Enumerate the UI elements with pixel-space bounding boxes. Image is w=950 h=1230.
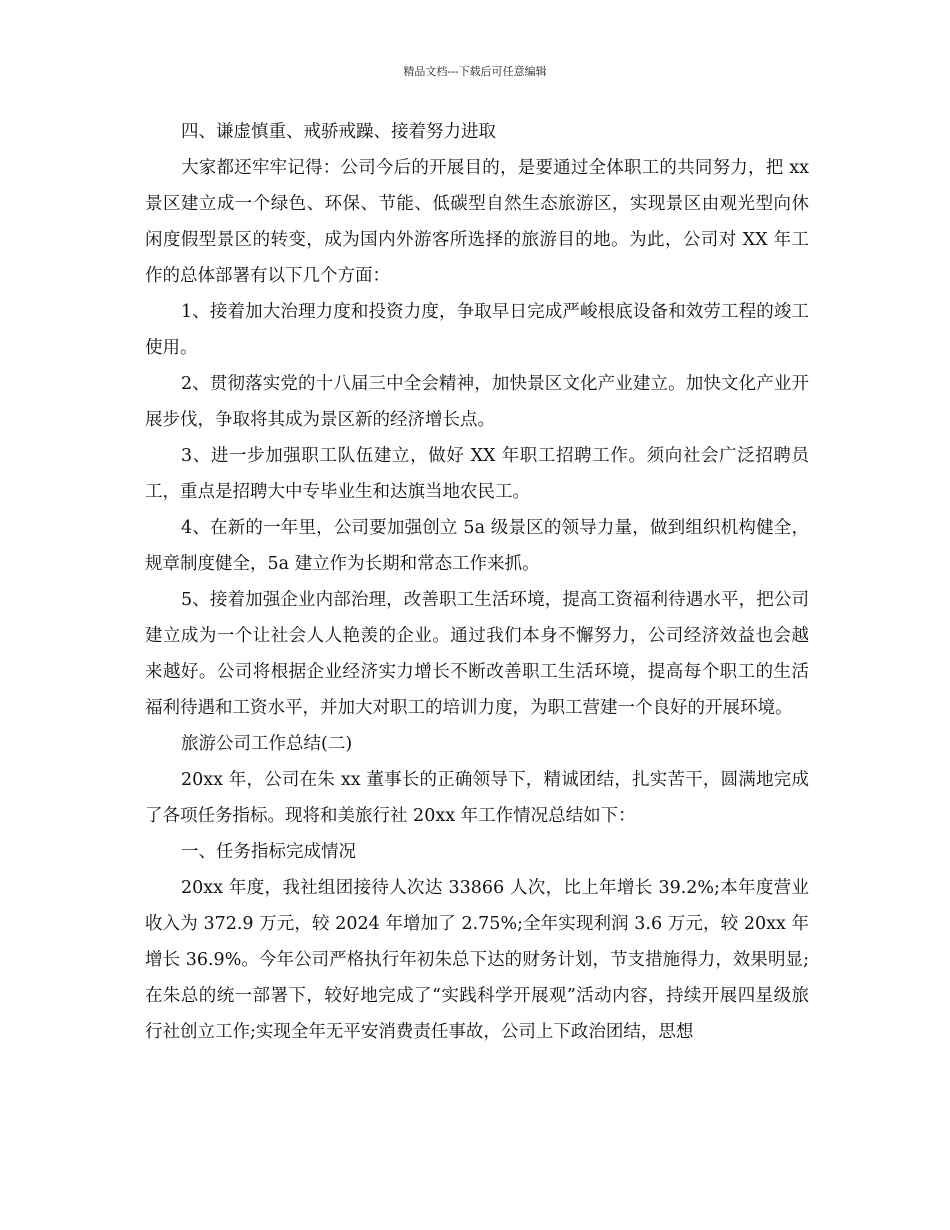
page-header: 精品文档---下载后可任意编辑	[403, 65, 547, 78]
section-heading: 四、谦虚慎重、戒骄戒躁、接着努力进取	[181, 122, 496, 142]
paragraph: 20xx 年，公司在朱 xx 董事长的正确领导下，精诚团结，扎实苦干，圆满地完成了各项任务指标。现将和美旅行社 20xx 年工作情况总结如下：	[145, 770, 809, 826]
list-item: 2、贯彻落实党的十八届三中全会精神，加快景区文化产业建立。加快文化产业开展步伐，争取将其成为景区新的经济增长点。	[145, 374, 809, 430]
document-body	[145, 114, 809, 1050]
paragraph: 大家都还牢牢记得：公司今后的开展目的，是要通过全体职工的共同努力，把 xx 景区建立成一个绿色、环保、节能、低碳型自然生态旅游区，实现景区由观光型向休闲度假型景区的转变，成为国内外游客所选择的旅游目的地。为此，公司对 XX 年工作的总体部署有以下几个方面：	[145, 158, 809, 286]
list-item: 1、接着加大治理力度和投资力度，争取早日完成严峻根底设备和效劳工程的竣工使用。	[145, 302, 809, 358]
list-item: 3、进一步加强职工队伍建立，做好 XX 年职工招聘工作。须向社会广泛招聘员工，重点是招聘大中专毕业生和达旗当地农民工。	[145, 446, 809, 502]
section-heading: 一、任务指标完成情况	[181, 842, 356, 862]
paragraph: 20xx 年度，我社组团接待人次达 33866 人次，比上年增长 39.2%;本年度营业收入为 372.9 万元，较 2024 年增加了 2.75%;全年实现利润 3.6 万元，较 20xx 年增长 36.9%。今年公司严格执行年初朱总下达的财务计划，节支措施得力，效果明显;在朱总的统一部署下，较好地完成了“实践科学开展观”活动内容，持续开展四星级旅行社创立工作;实现全年无平安消费责任事故，公司上下政治团结，思想	[145, 878, 809, 1042]
document-subtitle: 旅游公司工作总结(二)	[181, 734, 353, 754]
list-item: 4、在新的一年里，公司要加强创立 5a 级景区的领导力量，做到组织机构健全，规章制度健全，5a 建立作为长期和常态工作来抓。	[145, 518, 809, 574]
list-item: 5、接着加强企业内部治理，改善职工生活环境，提高工资福利待遇水平，把公司建立成为一个让社会人人艳羡的企业。通过我们本身不懈努力，公司经济效益也会越来越好。公司将根据企业经济实力增长不断改善职工生活环境，提高每个职工的生活福利待遇和工资水平，并加大对职工的培训力度，为职工营建一个良好的开展环境。	[145, 590, 809, 718]
